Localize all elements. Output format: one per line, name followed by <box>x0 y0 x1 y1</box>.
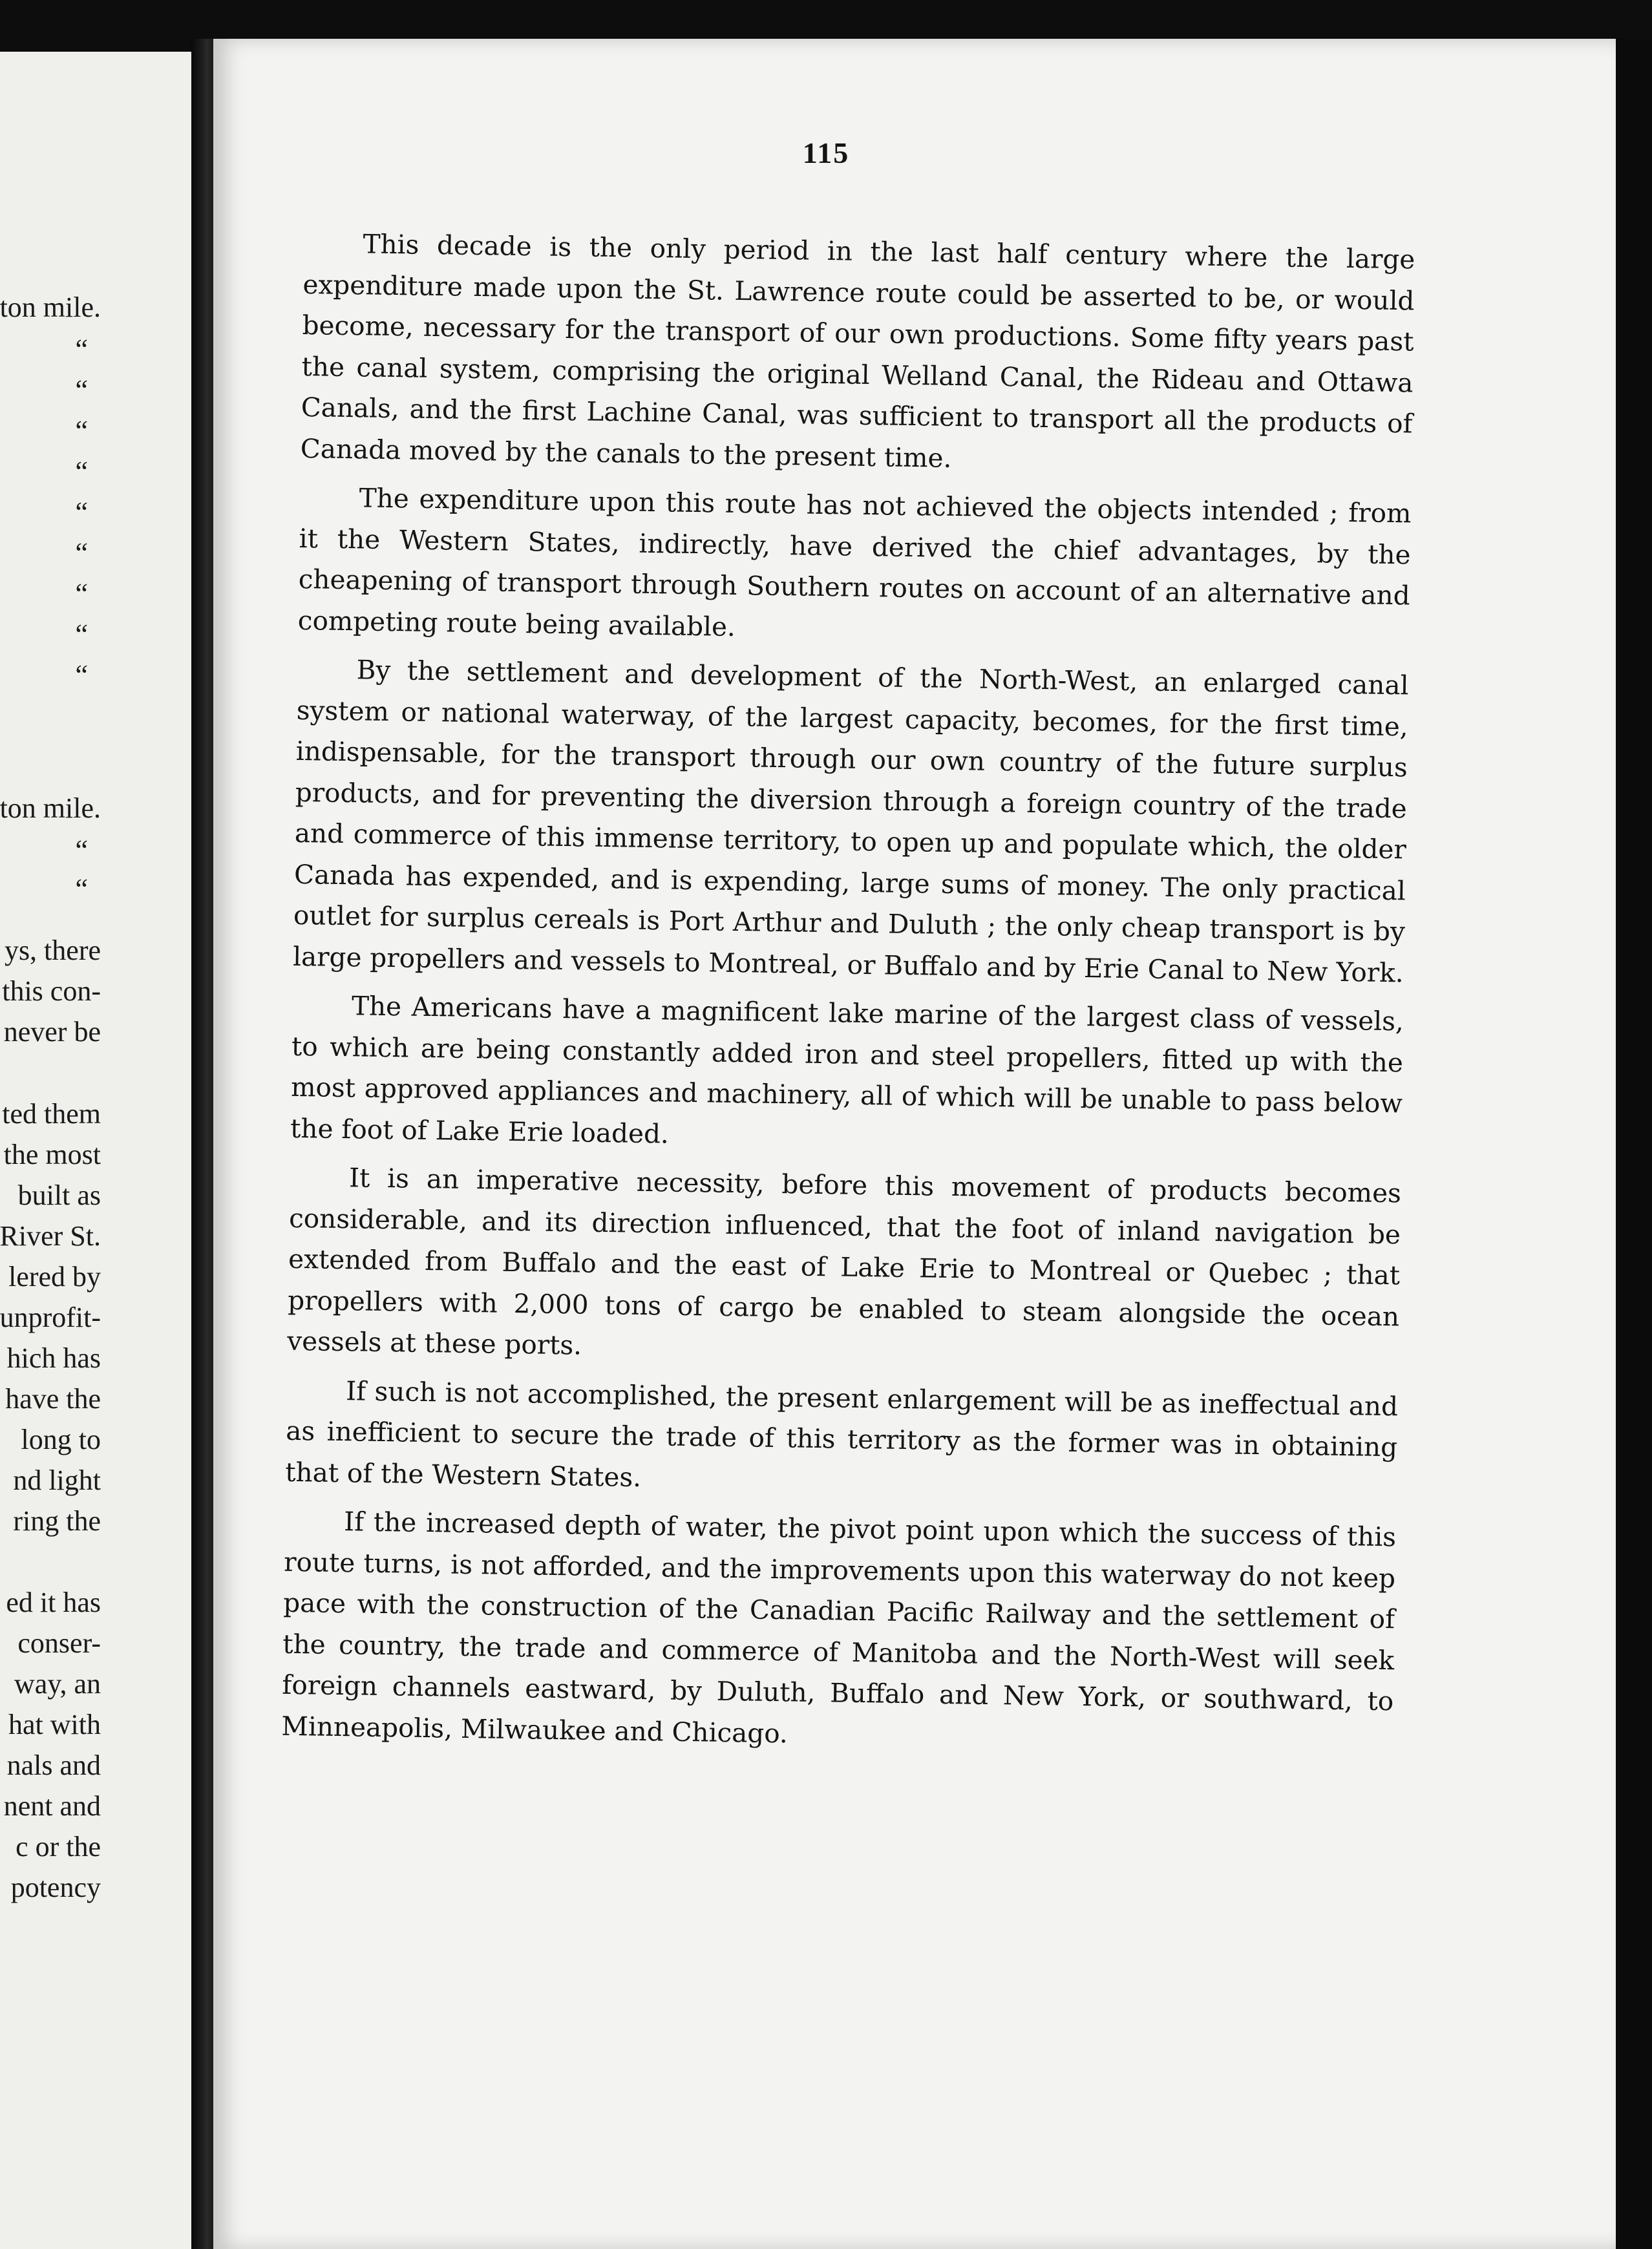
facing-line: nals and <box>6 1749 101 1781</box>
facing-line: “ <box>75 333 88 365</box>
facing-line: hich has <box>6 1342 101 1374</box>
facing-line: way, an <box>14 1668 101 1700</box>
facing-line: “ <box>75 496 88 528</box>
facing-line: “ <box>75 578 88 609</box>
facing-line: have the <box>5 1383 101 1415</box>
facing-line: lered by <box>8 1261 101 1293</box>
facing-line: potency <box>10 1872 101 1903</box>
facing-line: nent and <box>3 1790 101 1822</box>
facing-line: ed it has <box>6 1587 101 1618</box>
facing-line: “ <box>75 374 88 406</box>
page-number: 115 <box>802 136 850 169</box>
facing-page <box>0 52 191 2249</box>
facing-line: ys, there <box>4 934 101 966</box>
facing-line: “ <box>75 873 88 905</box>
page-edge-shadow <box>1616 39 1652 2249</box>
facing-line: ton mile. <box>0 291 101 323</box>
facing-line: ring the <box>13 1505 101 1537</box>
page-body <box>281 223 1415 1763</box>
facing-line: never be <box>3 1016 101 1048</box>
facing-line: conser- <box>17 1627 101 1659</box>
facing-line: nd light <box>13 1464 101 1496</box>
facing-line: hat with <box>8 1709 101 1740</box>
paragraph: It is an imperative necessity, before this movement of products becomes considerable, and its direction influenced, that the foot of inland navigation be extended from Buffalo and the east of Lake Erie to Montreal or Quebec ; that propellers with 2,000 tons of cargo be enabled to steam alongside the ocean vessels at these ports. <box>286 1162 1402 1361</box>
paragraph: If such is not accomplished, the present enlargement will be as ineffectual and as inefficient to secure the trade of this territory as the former was in obtaining that of the Western States. <box>284 1375 1399 1493</box>
facing-line: ton mile. <box>0 792 101 824</box>
facing-line: ted them <box>2 1098 101 1130</box>
paragraph: The expenditure upon this route has not achieved the objects intended ; from it the Western States, indirectly, have derived the chief advantages, by the cheapening of transport through Southern routes on account of an alternative and competing route being available. <box>297 482 1412 642</box>
facing-line: c or the <box>16 1831 101 1863</box>
facing-line: “ <box>75 618 88 650</box>
paragraph: The Americans have a magnificent lake marine of the largest class of vessels, to which are being constantly added iron and steel propellers, fitted up with the most approved appliances and machinery, all of which will be unable to pass below the foot of Lake Erie loaded. <box>290 990 1404 1150</box>
facing-line: this con- <box>2 975 101 1007</box>
facing-line: “ <box>75 834 88 866</box>
facing-line: “ <box>75 537 88 569</box>
facing-line: long to <box>21 1424 101 1455</box>
paragraph: If the increased depth of water, the pivot point upon which the success of this route turns, is not afforded, and the improvements upon this waterway do not keep pace with the construction of the Canadian Pacific Railway and the settlement of the country, the trade and commerce of Manitoba and the North-West will seek foreign channels eastward, by Duluth, Buffalo and New York, or southward, to Minneapolis, Milwaukee and Chicago. <box>281 1506 1397 1749</box>
facing-line: River St. <box>0 1220 101 1252</box>
facing-line: built as <box>17 1179 101 1211</box>
paragraph: This decade is the only period in the last half century where the large expenditure made upon the St. Lawrence route could be asserted to be, or would become, necessary for the transport of our own productions. Some fifty years past the canal system, comprising the original Welland Canal, the Rideau and Ottawa Canals, and the first Lachine Canal, was sufficient to transport all the products of Canada moved by the canals to the present time. <box>300 228 1415 474</box>
facing-line: “ <box>75 415 88 447</box>
paragraph: By the settlement and development of the North-West, an enlarged canal system or national waterway, of the largest capacity, becomes, for the first time, indispensable, for the transport through our own country of the future surplus products, and for preventing the diversion through a foreign country of the trade and commerce of this immense territory, to open up and populate which, the older Canada has expended, and is expending, large sums of money. The only practical outlet for surplus cereals is Port Arthur and Duluth ; the only cheap transport is by large propellers and vessels to Montreal, or Buffalo and by Erie Canal to New York. <box>292 654 1409 988</box>
facing-line: “ <box>75 659 88 691</box>
facing-line: “ <box>75 456 88 487</box>
facing-line: the most <box>3 1139 101 1170</box>
facing-line: unprofit- <box>0 1302 101 1333</box>
